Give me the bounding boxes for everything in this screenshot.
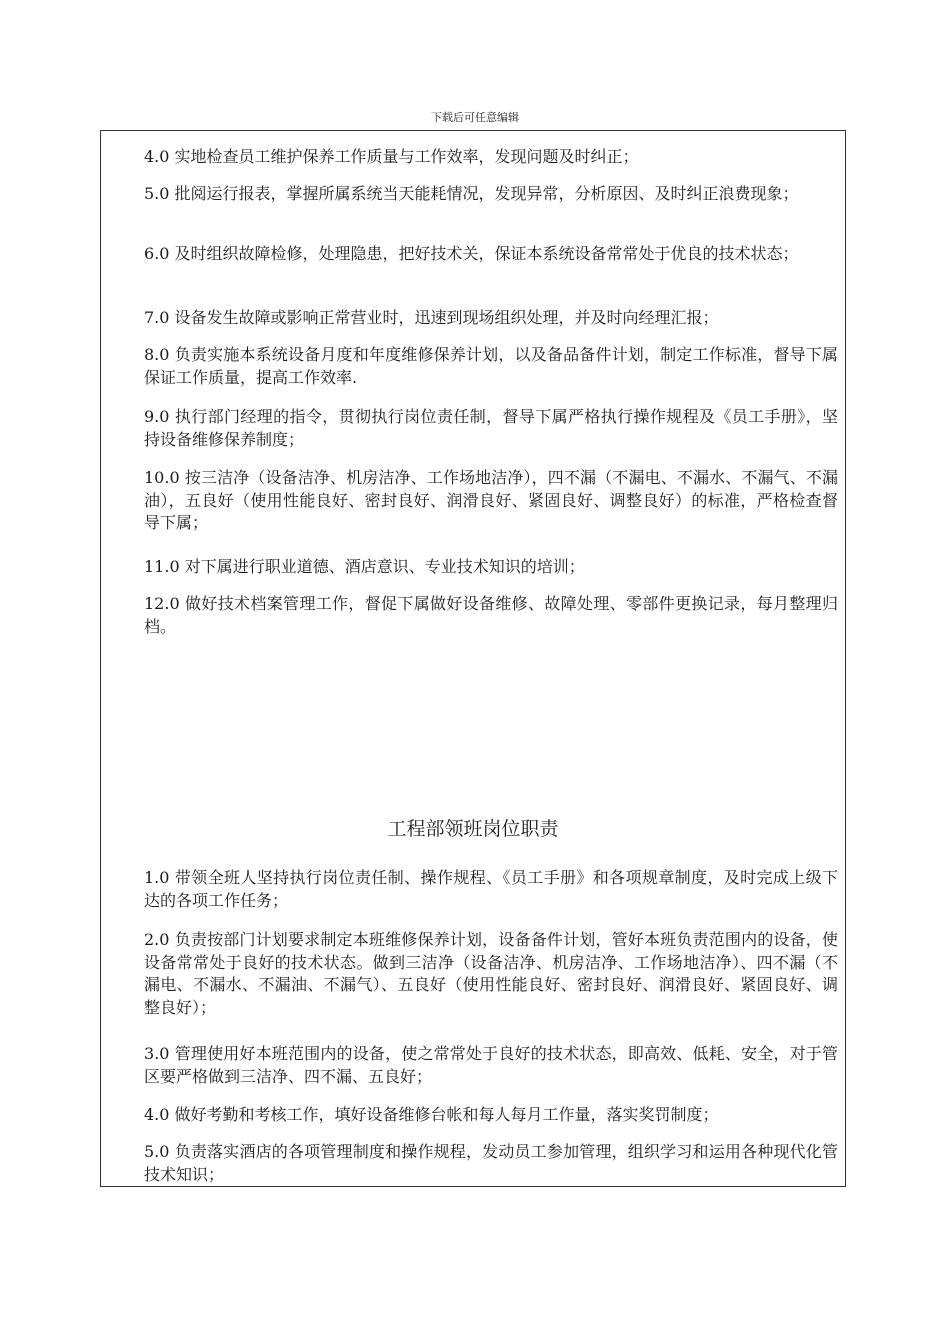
section2-item-3: 3.0 管理使用好本班范围内的设备，使之常常处于良好的技术状态，即高效、低耗、安全，对于管区要严格做到三洁净、四不漏、五良好； (144, 1044, 838, 1086)
section1-item-8: 8.0 负责实施本系统设备月度和年度维修保养计划，以及备品备件计划，制定工作标准，督导下属保证工作质量，提高工作效率. (144, 345, 838, 387)
section1-item-10: 10.0 按三洁净（设备洁净、机房洁净、工作场地洁净），四不漏（不漏电、不漏水、不漏气、不漏油），五良好（使用性能良好、密封良好、润滑良好、紧固良好、调整良好）的标准，严格检查督导下属； (144, 468, 838, 532)
section1-item-7: 7.0 设备发生故障或影响正常营业时，迅速到现场组织处理，并及时向经理汇报； (144, 308, 719, 327)
section1-item-12: 12.0 做好技术档案管理工作，督促下属做好设备维修、故障处理、零部件更换记录，每月整理归档。 (144, 594, 838, 636)
section2-item-4: 4.0 做好考勤和考核工作，填好设备维修台帐和每人每月工作量，落实奖罚制度； (144, 1105, 719, 1124)
section2-item-1: 1.0 带领全班人坚持执行岗位责任制、操作规程、《员工手册》和各项规章制度，及时完成上级下达的各项工作任务； (144, 868, 838, 910)
section1-item-4: 4.0 实地检查员工维护保养工作质量与工作效率，发现问题及时纠正； (144, 147, 639, 166)
section2-item-2: 2.0 负责按部门计划要求制定本班维修保养计划，设备备件计划，管好本班负责范围内的设备，使设备常常处于良好的技术状态。做到三洁净（设备洁净、机房洁净、工作场地洁净）、四不漏（不漏电、不漏水、不漏油、不漏气）、五良好（使用性能良好、密封良好、润滑良好、紧固良好、调整良好）； (144, 930, 838, 1017)
section1-item-6: 6.0 及时组织故障检修，处理隐患，把好技术关，保证本系统设备常常处于优良的技术状态； (144, 244, 799, 263)
section2-item-5: 5.0 负责落实酒店的各项管理制度和操作规程，发动员工参加管理，组织学习和运用各种现代化管技术知识； (144, 1142, 838, 1184)
section1-item-11: 11.0 对下属进行职业道德、酒店意识、专业技术知识的培训； (144, 557, 585, 576)
section1-item-9: 9.0 执行部门经理的指令，贯彻执行岗位责任制，督导下属严格执行操作规程及《员工手册》，坚持设备维修保养制度； (144, 407, 838, 449)
document-frame (100, 130, 846, 1187)
section1-item-5: 5.0 批阅运行报表，掌握所属系统当天能耗情况，发现异常，分析原因、及时纠正浪费现象； (144, 184, 799, 203)
header-note: 下载后可任意编辑 (431, 111, 519, 124)
section2-title: 工程部领班岗位职责 (387, 818, 559, 840)
